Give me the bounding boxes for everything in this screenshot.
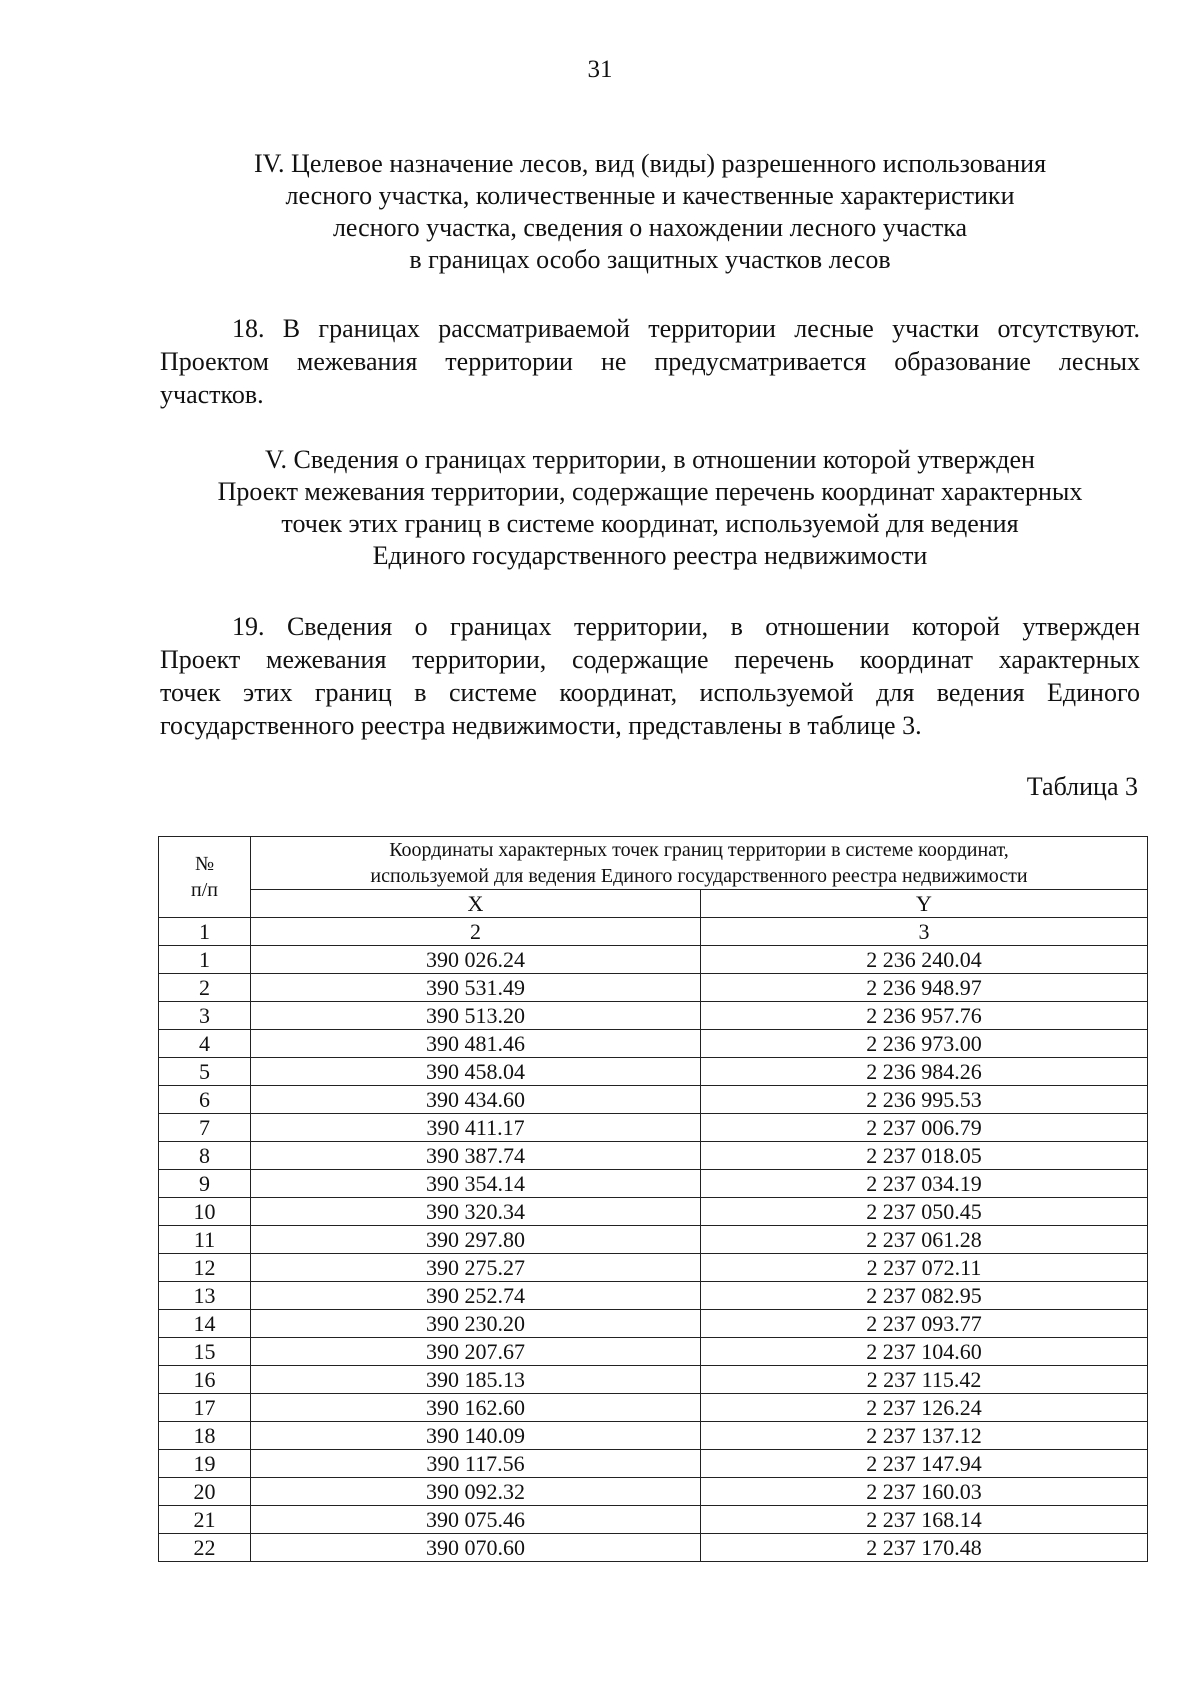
x-coordinate-cell: 390 117.56 bbox=[251, 1450, 701, 1478]
y-coordinate-cell: 2 237 168.14 bbox=[701, 1506, 1148, 1534]
paragraph-line: точек этих границ в системе координат, используемой для ведения Единого bbox=[160, 678, 1140, 707]
section-5-heading bbox=[160, 444, 1140, 572]
point-number-cell: 15 bbox=[159, 1338, 251, 1366]
table-row bbox=[159, 1506, 1148, 1534]
x-coordinate-cell: 390 387.74 bbox=[251, 1142, 701, 1170]
table-row bbox=[159, 974, 1148, 1002]
heading-line: V. Сведения о границах территории, в отношении которой утвержден bbox=[265, 445, 1035, 474]
table-row bbox=[159, 1002, 1148, 1030]
header-y: Y bbox=[701, 890, 1148, 918]
table-body bbox=[159, 946, 1148, 1562]
x-coordinate-cell: 390 297.80 bbox=[251, 1226, 701, 1254]
y-coordinate-cell: 2 236 995.53 bbox=[701, 1086, 1148, 1114]
paragraph-line: Проектом межевания территории не предусматривается образование лесных bbox=[160, 347, 1140, 376]
y-coordinate-cell: 2 237 137.12 bbox=[701, 1422, 1148, 1450]
column-number: 2 bbox=[251, 918, 701, 946]
y-coordinate-cell: 2 237 115.42 bbox=[701, 1366, 1148, 1394]
point-number-cell: 3 bbox=[159, 1002, 251, 1030]
table-row bbox=[159, 1450, 1148, 1478]
point-number-cell: 11 bbox=[159, 1226, 251, 1254]
heading-line: точек этих границ в системе координат, используемой для ведения bbox=[281, 509, 1019, 538]
header-title-line: используемой для ведения Единого государственного реестра недвижимости bbox=[370, 865, 1028, 887]
y-coordinate-cell: 2 237 160.03 bbox=[701, 1478, 1148, 1506]
table-row bbox=[159, 946, 1148, 974]
table-row bbox=[159, 1310, 1148, 1338]
coordinates-table bbox=[158, 836, 1148, 1562]
section-4-heading bbox=[160, 148, 1140, 276]
x-coordinate-cell: 390 531.49 bbox=[251, 974, 701, 1002]
table-caption: Таблица 3 bbox=[1026, 772, 1138, 801]
point-number-cell: 9 bbox=[159, 1170, 251, 1198]
point-number-cell: 12 bbox=[159, 1254, 251, 1282]
x-coordinate-cell: 390 026.24 bbox=[251, 946, 701, 974]
x-coordinate-cell: 390 140.09 bbox=[251, 1422, 701, 1450]
point-number-cell: 4 bbox=[159, 1030, 251, 1058]
point-number-cell: 22 bbox=[159, 1534, 251, 1562]
x-coordinate-cell: 390 458.04 bbox=[251, 1058, 701, 1086]
x-coordinate-cell: 390 354.14 bbox=[251, 1170, 701, 1198]
y-coordinate-cell: 2 237 034.19 bbox=[701, 1170, 1148, 1198]
table-header-row bbox=[159, 890, 1148, 918]
header-x: X bbox=[251, 890, 701, 918]
x-coordinate-cell: 390 075.46 bbox=[251, 1506, 701, 1534]
point-number-cell: 13 bbox=[159, 1282, 251, 1310]
point-number-cell: 19 bbox=[159, 1450, 251, 1478]
y-coordinate-cell: 2 236 948.97 bbox=[701, 974, 1148, 1002]
point-number-cell: 7 bbox=[159, 1114, 251, 1142]
x-coordinate-cell: 390 252.74 bbox=[251, 1282, 701, 1310]
heading-line: лесного участка, сведения о нахождении лесного участка bbox=[332, 213, 968, 242]
point-number-cell: 14 bbox=[159, 1310, 251, 1338]
table-row bbox=[159, 1086, 1148, 1114]
heading-line: Проект межевания территории, содержащие перечень координат характерных bbox=[217, 477, 1083, 506]
point-number-cell: 21 bbox=[159, 1506, 251, 1534]
point-number-cell: 8 bbox=[159, 1142, 251, 1170]
header-number-label: п/п bbox=[191, 879, 218, 901]
point-number-cell: 1 bbox=[159, 946, 251, 974]
y-coordinate-cell: 2 237 050.45 bbox=[701, 1198, 1148, 1226]
point-number-cell: 20 bbox=[159, 1478, 251, 1506]
table-row bbox=[159, 1030, 1148, 1058]
y-coordinate-cell: 2 236 984.26 bbox=[701, 1058, 1148, 1086]
table-row bbox=[159, 1534, 1148, 1562]
y-coordinate-cell: 2 236 973.00 bbox=[701, 1030, 1148, 1058]
y-coordinate-cell: 2 236 240.04 bbox=[701, 946, 1148, 974]
x-coordinate-cell: 390 185.13 bbox=[251, 1366, 701, 1394]
header-number-symbol: № bbox=[194, 853, 215, 875]
table-row bbox=[159, 1198, 1148, 1226]
x-coordinate-cell: 390 207.67 bbox=[251, 1338, 701, 1366]
paragraph-19 bbox=[160, 610, 1140, 742]
y-coordinate-cell: 2 237 126.24 bbox=[701, 1394, 1148, 1422]
page-number: 31 bbox=[587, 56, 613, 83]
header-number-cell bbox=[159, 837, 251, 918]
y-coordinate-cell: 2 237 093.77 bbox=[701, 1310, 1148, 1338]
x-coordinate-cell: 390 481.46 bbox=[251, 1030, 701, 1058]
table-row bbox=[159, 1366, 1148, 1394]
paragraph-18 bbox=[160, 312, 1140, 411]
paragraph-line: государственного реестра недвижимости, представлены в таблице 3. bbox=[160, 711, 922, 740]
x-coordinate-cell: 390 230.20 bbox=[251, 1310, 701, 1338]
table-row bbox=[159, 1142, 1148, 1170]
header-title-cell bbox=[251, 837, 1148, 890]
paragraph-line: Проект межевания территории, содержащие перечень координат характерных bbox=[160, 645, 1140, 674]
y-coordinate-cell: 2 237 006.79 bbox=[701, 1114, 1148, 1142]
heading-line: IV. Целевое назначение лесов, вид (виды) разрешенного использования bbox=[253, 149, 1047, 178]
table-row bbox=[159, 1394, 1148, 1422]
table-header-row bbox=[159, 837, 1148, 890]
table-row bbox=[159, 1058, 1148, 1086]
y-coordinate-cell: 2 237 018.05 bbox=[701, 1142, 1148, 1170]
x-coordinate-cell: 390 162.60 bbox=[251, 1394, 701, 1422]
column-number: 3 bbox=[701, 918, 1148, 946]
point-number-cell: 6 bbox=[159, 1086, 251, 1114]
y-coordinate-cell: 2 237 072.11 bbox=[701, 1254, 1148, 1282]
y-coordinate-cell: 2 237 061.28 bbox=[701, 1226, 1148, 1254]
x-coordinate-cell: 390 434.60 bbox=[251, 1086, 701, 1114]
heading-line: Единого государственного реестра недвижимости bbox=[372, 541, 928, 570]
point-number-cell: 2 bbox=[159, 974, 251, 1002]
y-coordinate-cell: 2 237 104.60 bbox=[701, 1338, 1148, 1366]
point-number-cell: 5 bbox=[159, 1058, 251, 1086]
heading-line: лесного участка, количественные и качественные характеристики bbox=[285, 181, 1015, 210]
y-coordinate-cell: 2 237 082.95 bbox=[701, 1282, 1148, 1310]
table-row bbox=[159, 1422, 1148, 1450]
column-number: 1 bbox=[159, 918, 251, 946]
column-number-row bbox=[159, 918, 1148, 946]
table-row bbox=[159, 1226, 1148, 1254]
point-number-cell: 10 bbox=[159, 1198, 251, 1226]
point-number-cell: 16 bbox=[159, 1366, 251, 1394]
table-row bbox=[159, 1170, 1148, 1198]
y-coordinate-cell: 2 237 147.94 bbox=[701, 1450, 1148, 1478]
heading-line: в границах особо защитных участков лесов bbox=[409, 245, 891, 274]
y-coordinate-cell: 2 236 957.76 bbox=[701, 1002, 1148, 1030]
table-row bbox=[159, 1338, 1148, 1366]
table-row bbox=[159, 1282, 1148, 1310]
point-number-cell: 18 bbox=[159, 1422, 251, 1450]
header-title-line: Координаты характерных точек границ территории в системе координат, bbox=[389, 839, 1009, 861]
paragraph-line: участков. bbox=[160, 380, 264, 409]
table-row bbox=[159, 1254, 1148, 1282]
x-coordinate-cell: 390 320.34 bbox=[251, 1198, 701, 1226]
point-number-cell: 17 bbox=[159, 1394, 251, 1422]
x-coordinate-cell: 390 513.20 bbox=[251, 1002, 701, 1030]
x-coordinate-cell: 390 070.60 bbox=[251, 1534, 701, 1562]
table-row bbox=[159, 1478, 1148, 1506]
x-coordinate-cell: 390 275.27 bbox=[251, 1254, 701, 1282]
table-row bbox=[159, 1114, 1148, 1142]
y-coordinate-cell: 2 237 170.48 bbox=[701, 1534, 1148, 1562]
paragraph-line: 19. Сведения о границах территории, в отношении которой утвержден bbox=[232, 612, 1140, 641]
x-coordinate-cell: 390 092.32 bbox=[251, 1478, 701, 1506]
paragraph-line: 18. В границах рассматриваемой территории лесные участки отсутствуют. bbox=[232, 314, 1140, 343]
x-coordinate-cell: 390 411.17 bbox=[251, 1114, 701, 1142]
